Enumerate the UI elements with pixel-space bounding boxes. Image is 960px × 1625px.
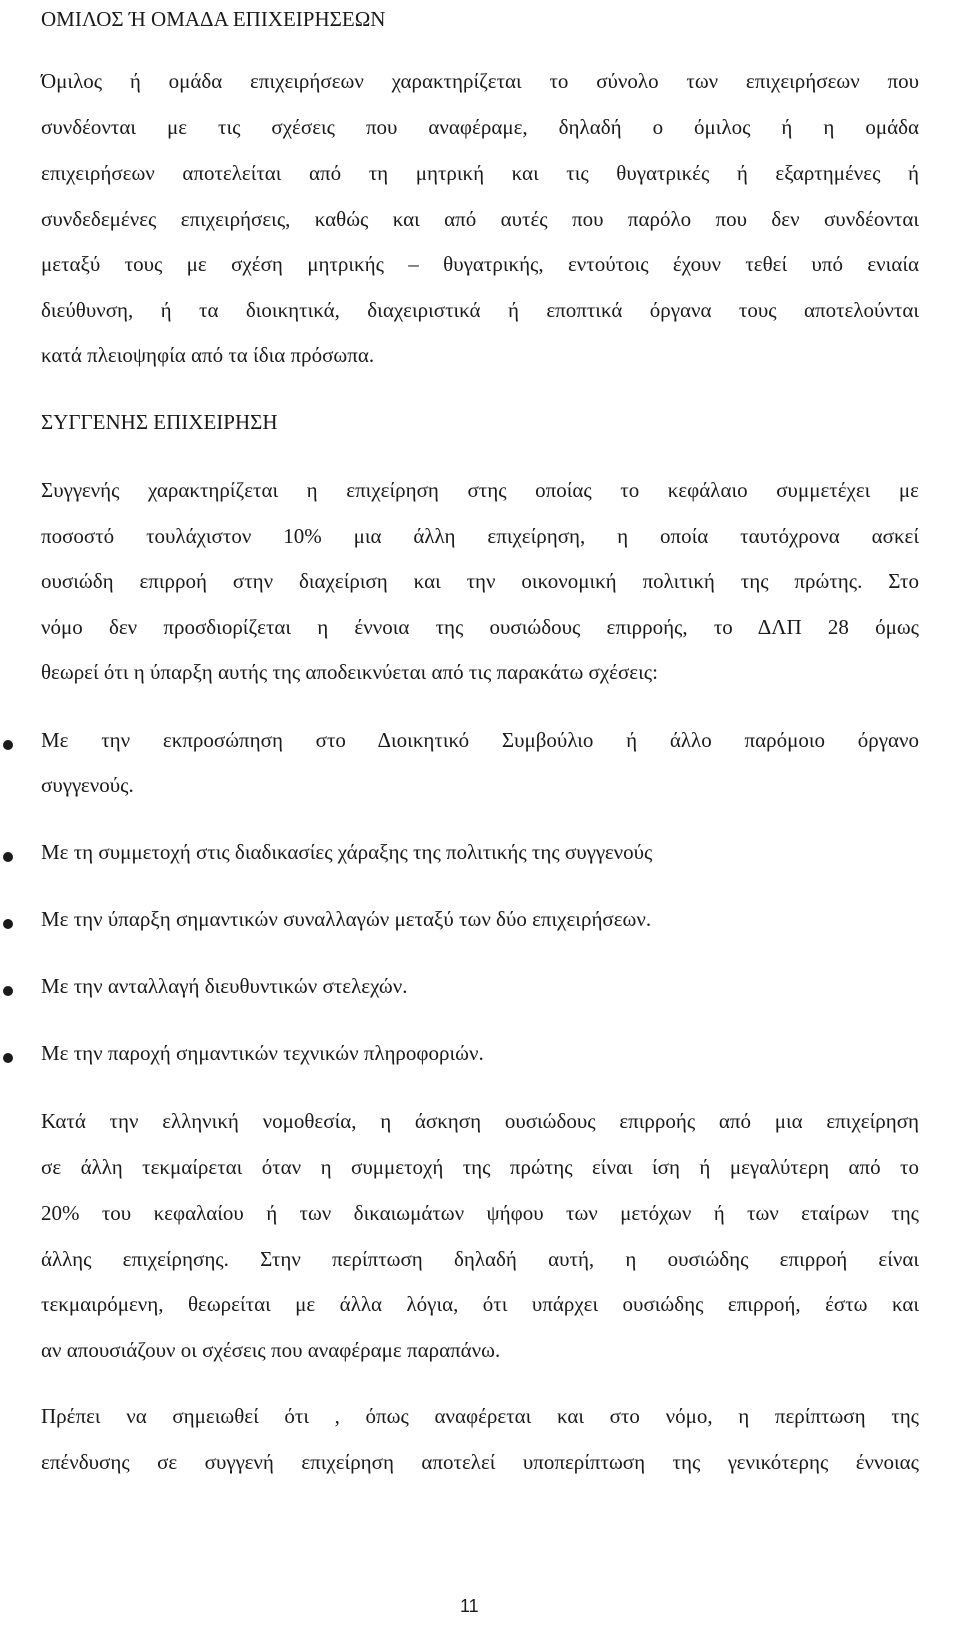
bullet-item-continued: συγγενούς. xyxy=(41,773,134,797)
paragraph-line: Κατά την ελληνική νομοθεσία, η άσκηση ουσιώδους επιρροής από μια επιχείρηση xyxy=(41,1109,919,1133)
bullet-icon xyxy=(3,740,13,750)
bullet-item: Με την ανταλλαγή διευθυντικών στελεχών. xyxy=(41,974,408,998)
bullet-item: Με την ύπαρξη σημαντικών συναλλαγών μεταξύ των δύο επιχειρήσεων. xyxy=(41,907,652,931)
paragraph-line: σε άλλη τεκμαίρεται όταν η συμμετοχή της πρώτης είναι ίση ή μεγαλύτερη από το xyxy=(41,1155,919,1179)
section-heading: ΟΜΙΛΟΣ Ή ΟΜΑΔΑ ΕΠΙΧΕΙΡΗΣΕΩΝ xyxy=(41,7,386,31)
paragraph-line: Συγγενής χαρακτηρίζεται η επιχείρηση στης οποίας το κεφάλαιο συμμετέχει με xyxy=(41,478,919,502)
bullet-icon xyxy=(3,852,13,862)
paragraph-line: διεύθυνση, ή τα διοικητικά, διαχειριστικά ή εποπτικά όργανα τους αποτελούνται xyxy=(41,298,919,322)
bullet-icon xyxy=(3,1053,13,1063)
paragraph-line: άλλης επιχείρησης. Στην περίπτωση δηλαδή αυτή, η ουσιώδης επιρροή είναι xyxy=(41,1247,919,1271)
section-heading: ΣΥΓΓΕΝΗΣ ΕΠΙΧΕΙΡΗΣΗ xyxy=(41,410,278,434)
paragraph-line: 20% του κεφαλαίου ή των δικαιωμάτων ψήφου των μετόχων ή των εταίρων της xyxy=(41,1201,919,1225)
paragraph-line: συνδέονται με τις σχέσεις που αναφέραμε, δηλαδή ο όμιλος ή η ομάδα xyxy=(41,115,919,139)
page-number: 11 xyxy=(460,1596,479,1616)
bullet-item: Με την εκπροσώπηση στο Διοικητικό Συμβούλιο ή άλλο παρόμοιο όργανο xyxy=(41,728,919,752)
paragraph-line: Όμιλος ή ομάδα επιχειρήσεων χαρακτηρίζεται το σύνολο των επιχειρήσεων που xyxy=(41,69,919,93)
paragraph-line: κατά πλειοψηφία από τα ίδια πρόσωπα. xyxy=(41,343,375,367)
paragraph-line: συνδεδεμένες επιχειρήσεις, καθώς και από αυτές που παρόλο που δεν συνδέονται xyxy=(41,207,919,231)
paragraph-line: αν απουσιάζουν οι σχέσεις που αναφέραμε παραπάνω. xyxy=(41,1338,501,1362)
paragraph-line: Πρέπει να σημειωθεί ότι , όπως αναφέρεται και στο νόμο, η περίπτωση της xyxy=(41,1404,919,1428)
bullet-item: Με τη συμμετοχή στις διαδικασίες χάραξης της πολιτικής της συγγενούς xyxy=(41,840,653,864)
bullet-item: Με την παροχή σημαντικών τεχνικών πληροφοριών. xyxy=(41,1041,484,1065)
paragraph-line: επιχειρήσεων αποτελείται από τη μητρική και τις θυγατρικές ή εξαρτημένες ή xyxy=(41,161,919,185)
bullet-icon xyxy=(3,919,13,929)
paragraph-line: ουσιώδη επιρροή στην διαχείριση και την οικονομική πολιτική της πρώτης. Στο xyxy=(41,569,919,593)
paragraph-line: θεωρεί ότι η ύπαρξη αυτής της αποδεικνύεται από τις παρακάτω σχέσεις: xyxy=(41,660,658,684)
paragraph-line: τεκμαιρόμενη, θεωρείται με άλλα λόγια, ότι υπάρχει ουσιώδης επιρροή, έστω και xyxy=(41,1292,919,1316)
paragraph-line: ποσοστό τουλάχιστον 10% μια άλλη επιχείρηση, η οποία ταυτόχρονα ασκεί xyxy=(41,524,919,548)
paragraph-line: μεταξύ τους με σχέση μητρικής – θυγατρικής, εντούτοις έχουν τεθεί υπό ενιαία xyxy=(41,252,919,276)
paragraph-line: νόμο δεν προσδιορίζεται η έννοια της ουσιώδους επιρροής, το ΔΛΠ 28 όμως xyxy=(41,615,919,639)
paragraph-line: επένδυσης σε συγγενή επιχείρηση αποτελεί υποπερίπτωση της γενικότερης έννοιας xyxy=(41,1450,919,1474)
bullet-icon xyxy=(3,986,13,996)
